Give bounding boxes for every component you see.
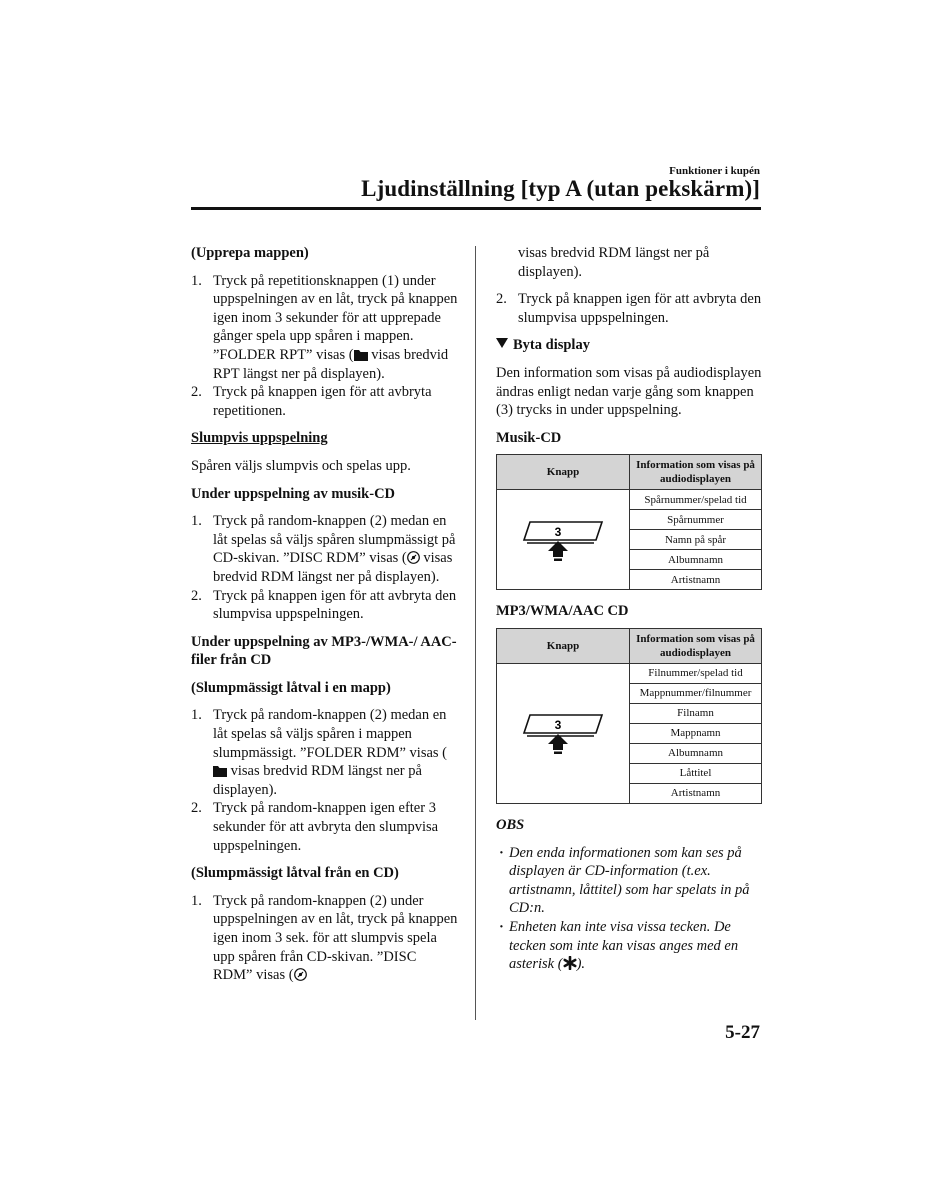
table-cell: Albumnamn (630, 550, 762, 570)
table-cell: Namn på spår (630, 530, 762, 550)
note-item: · Den enda informationen som kan ses på displayen är CD-information (t.ex. artistnamn, låttitel) som har spelats in på CD:n. (496, 844, 762, 918)
table-cell: Mappnamn (630, 723, 762, 743)
svg-text:3: 3 (554, 718, 562, 733)
paragraph-random-intro: Spåren väljs slumpvis och spelas upp. (191, 457, 411, 474)
list-item: 1. Tryck på repetitionsknappen (1) under uppspelningen av en låt, tryck på knappen igen inom 3 sekunder för att upprepade gånger spela upp spåren i mappen. ”FOLDER RPT” visas ( visas bredvid RPT längst ner på displayen). (191, 272, 458, 382)
heading-music-cd-random: Under uppspelning av musik-CD (191, 485, 396, 502)
table-header-row (497, 628, 762, 663)
list-item: 2. Tryck på random-knappen igen efter 3 sekunder för att avbryta den slumpvisa uppspelningen. (191, 800, 439, 854)
button-3-cell (497, 663, 630, 803)
heading-mp3-random: Under uppspelning av MP3-/WMA-/ AAC-filer från CD (191, 633, 457, 669)
table-cell: Spårnummer/spelad tid (630, 490, 762, 510)
svg-text:3: 3 (554, 524, 562, 539)
list-item: 1. Tryck på random-knappen (2) medan en låt spelas så väljs spåren i mappen slumpmässigt. ”FOLDER RDM” visas ( visas bredvid RDM längst ner på displayen). (191, 707, 448, 798)
column-header-info: Information som visas på audiodisplayen (630, 455, 762, 490)
title-rule (191, 207, 761, 210)
table-title-mp3: MP3/WMA/AAC CD (496, 603, 629, 620)
folder-icon (213, 765, 227, 777)
heading-random-playback: Slumpvis uppspelning (191, 430, 328, 447)
mp3-cd-table (496, 628, 762, 804)
table-cell: Mappnummer/filnummer (630, 683, 762, 703)
table-cell: Artistnamn (630, 783, 762, 803)
list-item: 2. Tryck på knappen igen för att avbryta repetitionen. (191, 384, 432, 419)
disc-icon (294, 968, 307, 981)
table-cell: Låttitel (630, 763, 762, 783)
button-3-icon (522, 706, 604, 756)
asterisk-icon (563, 956, 577, 970)
heading-random-in-folder: (Slumpmässigt låtval i en mapp) (191, 679, 391, 696)
button-3-icon (522, 513, 604, 563)
paragraph-change-display: Den information som visas på audiodisplayen ändras enligt nedan varje gång som knappen (3) trycks in under uppspelning. (496, 364, 762, 419)
button-3-cell (497, 490, 630, 590)
steps-music-cd-random (191, 512, 459, 624)
table-cell: Filnamn (630, 703, 762, 723)
table-cell: Artistnamn (630, 570, 762, 590)
steps-random-in-folder (191, 706, 459, 855)
list-item: 2. Tryck på knappen igen för att avbryta den slumpvisa uppspelningen. (191, 587, 457, 623)
column-header-knapp: Knapp (497, 628, 630, 663)
page-title: Ljudinställning [typ A (utan pekskärm)] (361, 176, 760, 201)
list-item: 1. Tryck på random-knappen (2) under uppspelningen av en låt, tryck på knappen igen inom 3 sek. för att slumpvis spela upp spåren från CD-skivan. ”DISC RDM” visas ( (191, 892, 458, 984)
steps-random-cd-cancel (496, 290, 762, 327)
right-column (496, 244, 762, 974)
table-cell: Spårnummer (630, 510, 762, 530)
folder-icon (354, 349, 368, 361)
steps-random-from-cd (191, 892, 459, 985)
note-item: · Enheten kan inte visa vissa tecken. De tecken som inte kan visas anges med en asterisk ( ). (496, 918, 762, 974)
heading-repeat-folder: (Upprepa mappen) (191, 245, 309, 261)
music-cd-table (496, 454, 762, 590)
heading-change-display: Byta display (496, 336, 762, 355)
column-divider (475, 246, 476, 1020)
steps-repeat-folder (191, 272, 459, 421)
table-header-row (497, 455, 762, 490)
table-cell: Albumnamn (630, 743, 762, 763)
table-title-music-cd: Musik-CD (496, 429, 562, 446)
obs-notes (496, 844, 762, 974)
table-row (497, 663, 762, 683)
table-row (497, 490, 762, 510)
column-header-knapp: Knapp (497, 455, 630, 490)
section-header: Funktioner i kupén (669, 165, 760, 177)
page-number: 5-27 (725, 1022, 760, 1043)
obs-heading: OBS (496, 816, 525, 833)
list-item: 2. Tryck på knappen igen för att avbryta den slumpvisa uppspelningen. (496, 291, 762, 326)
table-cell: Filnummer/spelad tid (630, 663, 762, 683)
list-item: 1. Tryck på random-knappen (2) medan en låt spelas så väljs spåren slumpmässigt på CD-skivan. ”DISC RDM” visas ( visas bredvid RDM längst ner på displayen). (191, 513, 456, 585)
continued-text: visas bredvid RDM längst ner på displayen). (518, 245, 710, 280)
column-header-info: Information som visas på audiodisplayen (630, 628, 762, 663)
left-column (191, 244, 459, 994)
heading-random-from-cd: (Slumpmässigt låtval från en CD) (191, 865, 399, 882)
disc-icon (407, 551, 420, 564)
triangle-down-icon (496, 338, 508, 348)
